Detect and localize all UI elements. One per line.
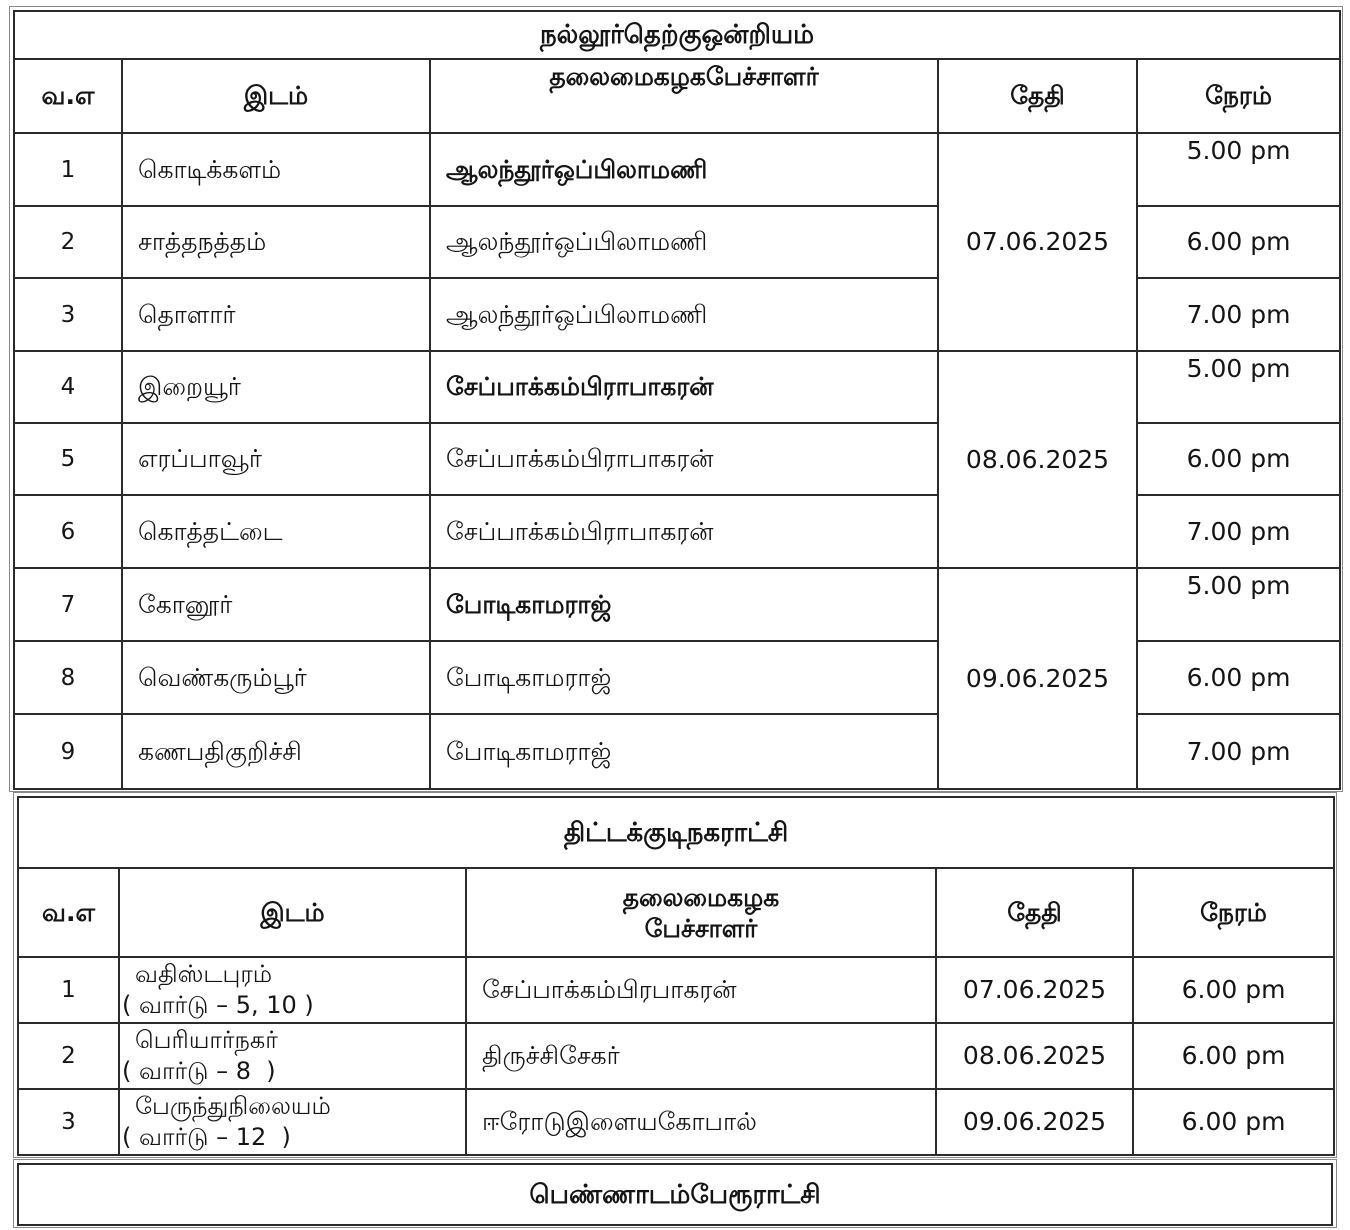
ward-label: ( வார்டு – 8 ) <box>122 1057 276 1085</box>
time-cell: 6.00 pm <box>1133 957 1334 1023</box>
serial-number-cell: 1 <box>18 957 119 1023</box>
table-row <box>14 714 1340 789</box>
table-row <box>18 1089 1334 1155</box>
table-row <box>14 641 1340 714</box>
time-cell: 7.00 pm <box>1137 714 1340 789</box>
serial-number-cell: 6 <box>14 495 122 568</box>
time-cell: 7.00 pm <box>1137 278 1340 351</box>
header-date: தேதி <box>936 868 1133 957</box>
place-cell: கொடிக்களம் <box>122 133 430 206</box>
speaker-cell: ஆலந்தூர்ஒப்பிலாமணி <box>430 206 938 278</box>
time-cell: 6.00 pm <box>1137 641 1340 714</box>
serial-number-cell: 2 <box>18 1023 119 1089</box>
serial-number-cell: 2 <box>14 206 122 278</box>
speaker-cell: சேப்பாக்கம்பிராபாகரன் <box>430 351 938 423</box>
nallur-union-table <box>13 10 1341 790</box>
place-cell: கோனூர் <box>122 568 430 641</box>
header-speaker-line1: தலைமைகழக <box>622 882 780 912</box>
header-row <box>14 59 1340 133</box>
tittakudi-municipality-title: திட்டக்குடிநகராட்சி <box>18 797 1334 868</box>
header-time: நேரம் <box>1133 868 1334 957</box>
time-cell: 6.00 pm <box>1137 206 1340 278</box>
serial-number-cell: 3 <box>14 278 122 351</box>
serial-number-cell: 9 <box>14 714 122 789</box>
date-cell: 08.06.2025 <box>936 1023 1133 1089</box>
header-speaker: தலைமைகழகபேச்சாளர் <box>430 59 938 133</box>
tittakudi-municipality-table <box>17 796 1335 1156</box>
speaker-cell: ஆலந்தூர்ஒப்பிலாமணி <box>430 133 938 206</box>
table-row <box>14 278 1340 351</box>
date-cell: 07.06.2025 <box>938 133 1137 351</box>
time-cell: 6.00 pm <box>1133 1023 1334 1089</box>
serial-number-cell: 7 <box>14 568 122 641</box>
date-cell: 09.06.2025 <box>936 1089 1133 1155</box>
nallur-union-table-frame <box>9 6 1343 792</box>
ward-label: ( வார்டு – 5, 10 ) <box>122 991 314 1019</box>
speaker-cell: சேப்பாக்கம்பிராபாகரன் <box>430 495 938 568</box>
header-speaker-line2: பேச்சாளர் <box>644 913 758 943</box>
speaker-cell: ஈரோடுஇளையகோபால் <box>466 1089 936 1155</box>
time-cell: 5.00 pm <box>1137 133 1340 206</box>
speaker-cell: ஆலந்தூர்ஒப்பிலாமணி <box>430 278 938 351</box>
ward-label: ( வார்டு – 12 ) <box>122 1123 291 1151</box>
place-cell: தொளார் <box>122 278 430 351</box>
speaker-cell: சேப்பாக்கம்பிரபாகரன் <box>466 957 936 1023</box>
place-cell: வெண்கரும்பூர் <box>122 641 430 714</box>
place-cell: இறையூர் <box>122 351 430 423</box>
header-time: நேரம் <box>1137 59 1340 133</box>
serial-number-cell: 3 <box>18 1089 119 1155</box>
header-place: இடம் <box>122 59 430 133</box>
pennadam-town-panchayat-table <box>17 1163 1333 1226</box>
table-row <box>14 206 1340 278</box>
date-cell: 08.06.2025 <box>938 351 1137 568</box>
table-row <box>18 1023 1334 1089</box>
speaker-cell: சேப்பாக்கம்பிராபாகரன் <box>430 423 938 495</box>
place-cell <box>119 1089 466 1155</box>
serial-number-cell: 4 <box>14 351 122 423</box>
time-cell: 6.00 pm <box>1133 1089 1334 1155</box>
pennadam-town-panchayat-table-frame <box>13 1159 1337 1228</box>
table-row <box>14 568 1340 641</box>
header-date: தேதி <box>938 59 1137 133</box>
place-cell <box>119 1023 466 1089</box>
speaker-cell: போடிகாமராஜ் <box>430 568 938 641</box>
place-cell: எரப்பாவூர் <box>122 423 430 495</box>
place-cell: கணபதிகுறிச்சி <box>122 714 430 789</box>
time-cell: 5.00 pm <box>1137 351 1340 423</box>
speaker-cell: போடிகாமராஜ் <box>430 641 938 714</box>
table-row <box>14 423 1340 495</box>
place-cell: கொத்தட்டை <box>122 495 430 568</box>
time-cell: 5.00 pm <box>1137 568 1340 641</box>
date-cell: 09.06.2025 <box>938 568 1137 789</box>
speaker-cell: போடிகாமராஜ் <box>430 714 938 789</box>
table-row <box>14 495 1340 568</box>
date-cell: 07.06.2025 <box>936 957 1133 1023</box>
header-serial-number: வ.எ <box>18 868 119 957</box>
place-name: பேருந்துநிலையம் <box>135 1092 331 1120</box>
table-row <box>14 351 1340 423</box>
place-name: பெரியார்நகர் <box>135 1026 278 1054</box>
place-name: வதிஸ்டபுரம் <box>135 960 273 988</box>
header-serial-number: வ.எ <box>14 59 122 133</box>
header-row <box>18 868 1334 957</box>
time-cell: 6.00 pm <box>1137 423 1340 495</box>
pennadam-town-panchayat-title: பெண்ணாடம்பேரூராட்சி <box>18 1164 1332 1225</box>
time-cell: 7.00 pm <box>1137 495 1340 568</box>
table-row <box>14 133 1340 206</box>
table-row <box>18 957 1334 1023</box>
header-speaker <box>466 868 936 957</box>
serial-number-cell: 1 <box>14 133 122 206</box>
tittakudi-municipality-table-frame <box>13 792 1337 1158</box>
serial-number-cell: 5 <box>14 423 122 495</box>
place-cell <box>119 957 466 1023</box>
header-place: இடம் <box>119 868 466 957</box>
serial-number-cell: 8 <box>14 641 122 714</box>
place-cell: சாத்தநத்தம் <box>122 206 430 278</box>
nallur-union-title: நல்லூர்தெற்குஒன்றியம் <box>14 11 1340 59</box>
speaker-cell: திருச்சிசேகர் <box>466 1023 936 1089</box>
